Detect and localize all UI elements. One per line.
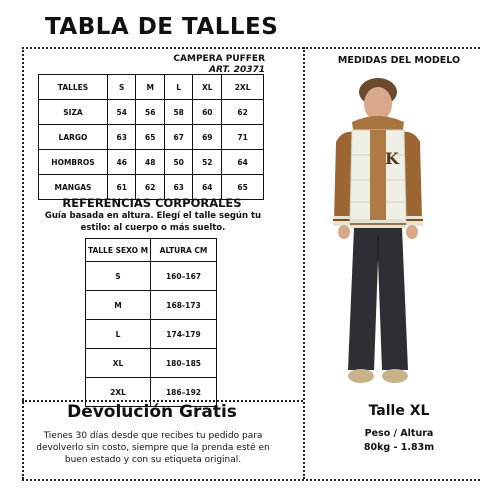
product-name: CAMPERA PUFFER [173,54,265,64]
table-row [39,150,264,175]
table-cell: 64 [193,175,222,200]
table-cell: 186–192 [151,378,217,407]
height-table [85,238,217,407]
product-info [100,54,265,76]
table-cell: 50 [164,150,192,175]
table-row [86,320,217,349]
references-subtitle: Guía basada en altura. Elegí el talle según tu estilo: al cuerpo o más suelto. [44,211,262,233]
table-cell: MANGAS [39,175,108,200]
table-header-cell: XL [193,75,222,100]
table-header-cell: M [136,75,164,100]
table-cell: XL [86,349,151,378]
table-cell: 63 [164,175,192,200]
table-cell: 48 [136,150,164,175]
size-table [38,74,264,200]
table-cell: 180–185 [151,349,217,378]
table-cell: 168-173 [151,291,217,320]
returns-title: Devolución Gratis [67,402,237,422]
table-header-cell: L [164,75,192,100]
table-cell: M [86,291,151,320]
references-title: REFERENCIAS CORPORALES [62,196,242,210]
table-row [86,349,217,378]
table-cell: 71 [222,125,264,150]
table-row [86,291,217,320]
model-size: Talle XL [368,403,430,419]
model-weight-height-label: Peso / Altura [364,428,434,439]
table-cell: 2XL [86,378,151,407]
table-cell: 46 [108,150,136,175]
divider-top [22,47,480,49]
table-header-cell: TALLES [39,75,108,100]
table-cell: 65 [136,125,164,150]
table-cell: 62 [222,100,264,125]
table-cell: 58 [164,100,192,125]
table-row [39,100,264,125]
table-cell: 60 [193,100,222,125]
table-cell: 54 [108,100,136,125]
table-header-cell: ALTURA CM [151,239,217,262]
table-cell: 62 [136,175,164,200]
table-cell: L [86,320,151,349]
table-cell: 160–167 [151,262,217,291]
table-header-row [86,239,217,262]
table-cell: LARGO [39,125,108,150]
table-cell: 56 [136,100,164,125]
table-cell: 174-179 [151,320,217,349]
table-row [86,262,217,291]
table-cell: 64 [222,150,264,175]
divider-bottom [22,479,480,481]
table-header-cell: S [108,75,136,100]
returns-body: Tienes 30 días desde que recibes tu pedido para devolverlo sin costo, siempre que la prenda esté en buen estado y con su etiqueta original. [36,431,270,465]
model-weight-height: 80kg - 1.83m [363,442,435,453]
table-cell: 69 [193,125,222,150]
table-cell: 52 [193,150,222,175]
table-cell: HOMBROS [39,150,108,175]
table-cell: S [86,262,151,291]
model-photo [318,70,438,400]
table-cell: 61 [108,175,136,200]
page-title: TABLA DE TALLES [45,14,279,40]
table-cell: SIZA [39,100,108,125]
table-header-row [39,75,264,100]
table-cell: 63 [108,125,136,150]
table-header-cell: 2XL [222,75,264,100]
table-cell: 67 [164,125,192,150]
table-cell: 65 [222,175,264,200]
table-row [39,125,264,150]
model-title: MEDIDAS DEL MODELO [337,55,461,66]
table-header-cell: TALLE SEXO M [86,239,151,262]
svg-text:K: K [385,149,399,168]
product-art: ART. 20371 [209,65,265,75]
